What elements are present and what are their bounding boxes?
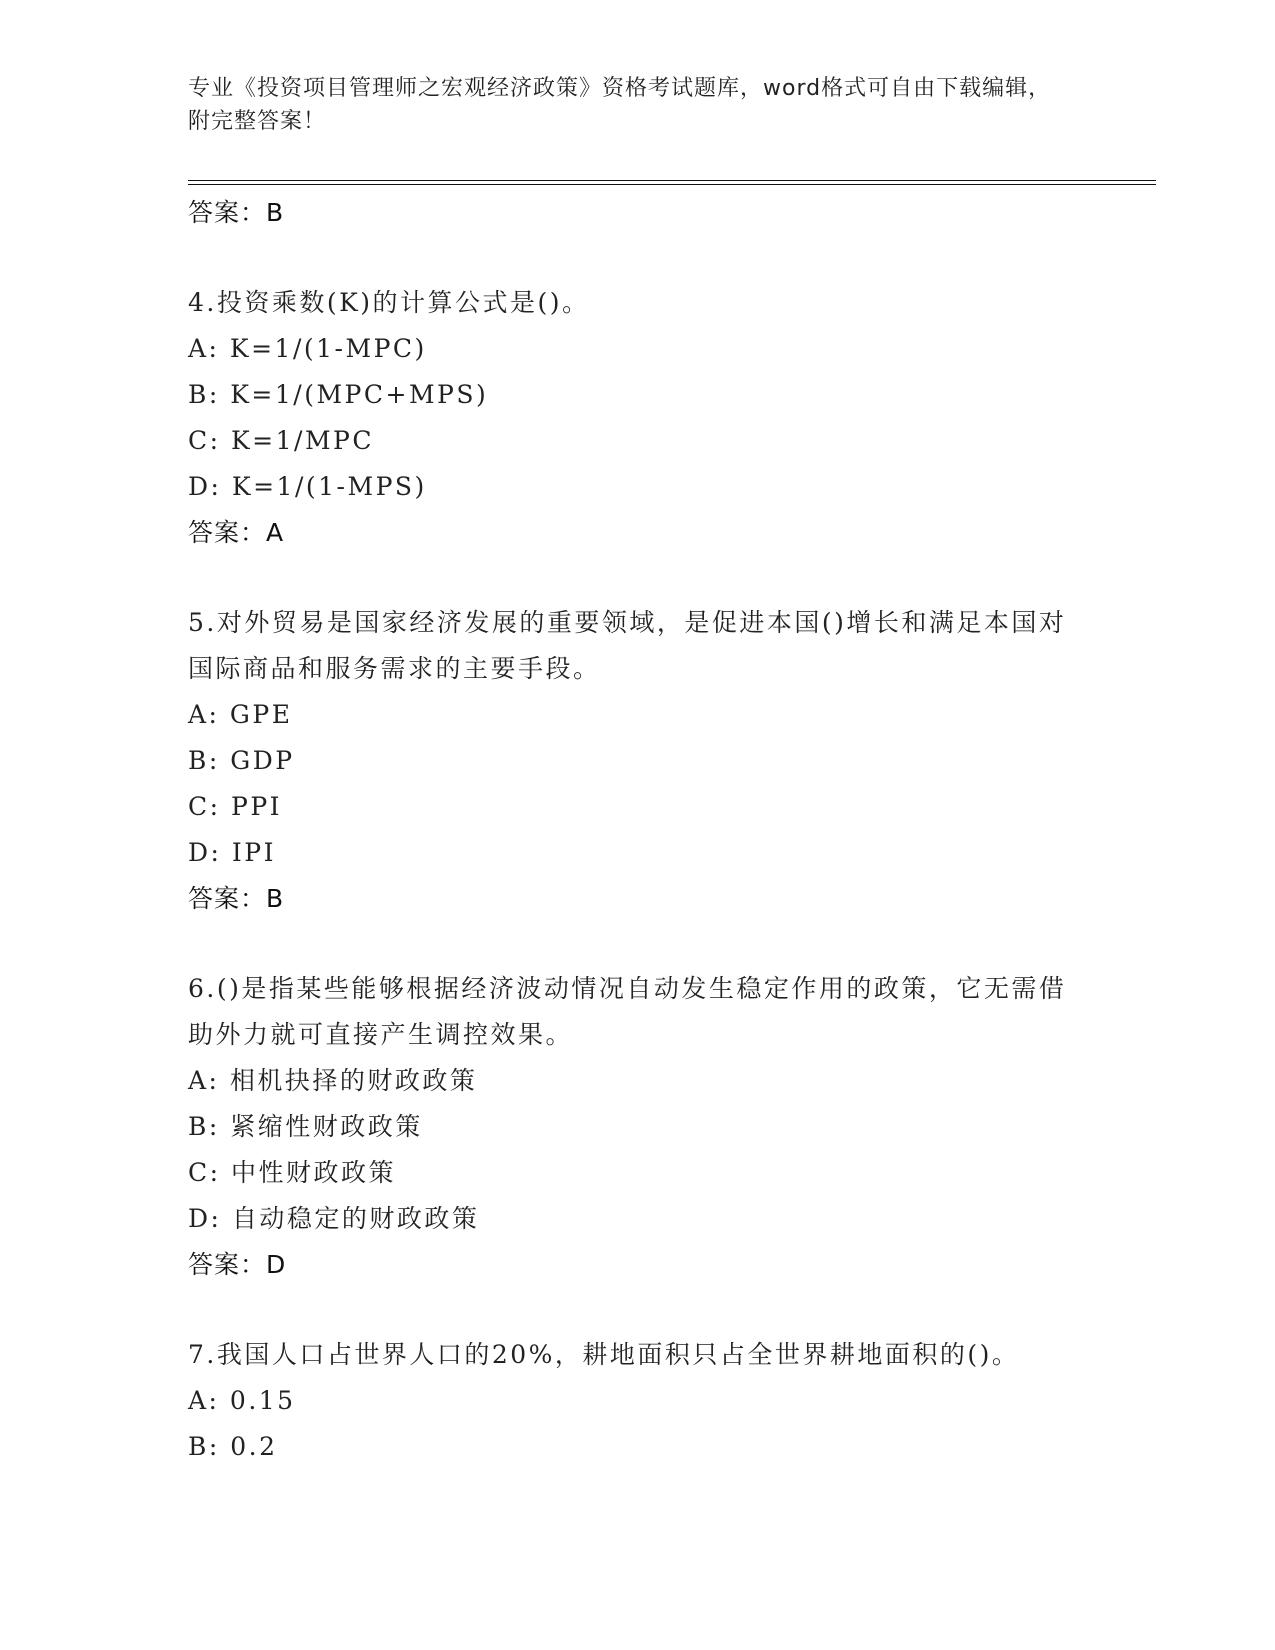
option-c: C: PPI <box>188 792 283 821</box>
option-a: A: GPE <box>188 700 293 729</box>
option-a: A: 相机抉择的财政政策 <box>188 1066 478 1095</box>
question-text: 6.()是指某些能够根据经济波动情况自动发生稳定作用的政策，它无需借助外力就可直接产生调控效果。 <box>188 974 1067 1049</box>
option-c: C: 中性财政政策 <box>188 1158 396 1187</box>
option-d: D: IPI <box>188 838 276 867</box>
option-d: D: K=1/(1-MPS) <box>188 472 427 501</box>
document-body <box>188 190 1088 1470</box>
header-divider-bottom <box>188 184 1156 185</box>
answer-line: 答案：B <box>188 884 285 913</box>
option-b: B: GDP <box>188 746 295 775</box>
answer-line: 答案：B <box>188 198 285 227</box>
question-text: 5.对外贸易是国家经济发展的重要领域，是促进本国()增长和满足本国对国际商品和服务需求的主要手段。 <box>188 608 1067 683</box>
answer-line: 答案：D <box>188 1250 287 1279</box>
option-b: B: 0.2 <box>188 1432 278 1461</box>
option-b: B: K=1/(MPC+MPS) <box>188 380 489 409</box>
option-b: B: 紧缩性财政政策 <box>188 1112 423 1141</box>
question-6 <box>188 966 1088 1288</box>
question-5 <box>188 600 1088 922</box>
answer-line: 答案：A <box>188 518 285 547</box>
option-a: A: 0.15 <box>188 1386 296 1415</box>
option-c: C: K=1/MPC <box>188 426 374 455</box>
header-divider-top <box>188 180 1156 181</box>
question-4 <box>188 280 1088 556</box>
option-d: D: 自动稳定的财政政策 <box>188 1204 480 1233</box>
question-text: 7.我国人口占世界人口的20%，耕地面积只占全世界耕地面积的()。 <box>188 1340 1020 1369</box>
document-header: 专业《投资项目管理师之宏观经济政策》资格考试题库，word格式可自由下载编辑，附完整答案！ <box>188 76 1052 134</box>
question-7 <box>188 1332 1088 1470</box>
question-text: 4.投资乘数(K)的计算公式是()。 <box>188 288 590 317</box>
option-a: A: K=1/(1-MPC) <box>188 334 427 363</box>
